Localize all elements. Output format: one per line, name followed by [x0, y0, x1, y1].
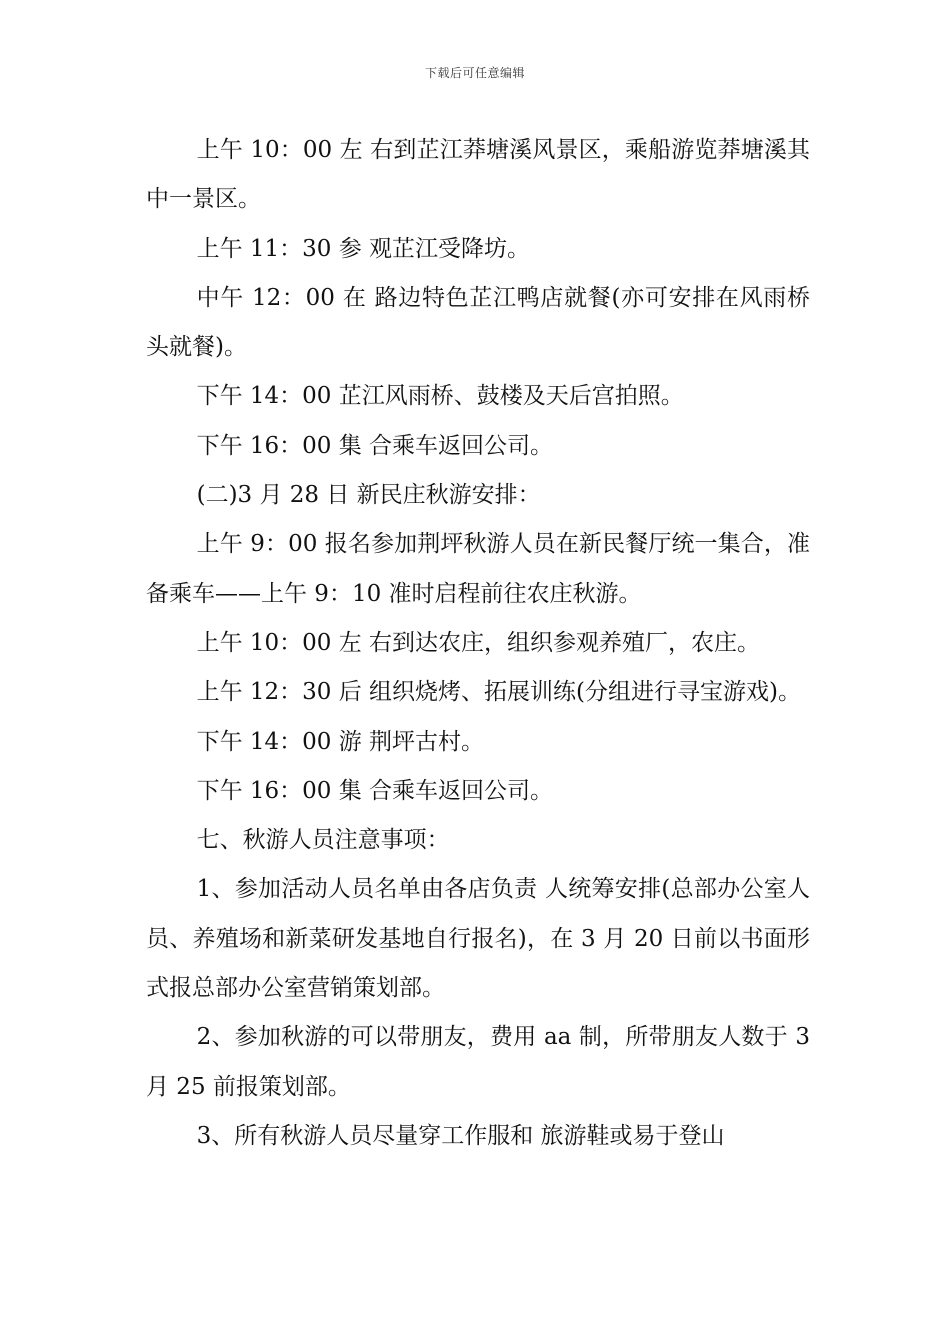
paragraph-itinerary-1030: 上午 10：00 左 右到芷江莽塘溪风景区，乘船游览莽塘溪其中一景区。 [146, 137, 810, 213]
paragraph-itinerary-1130: 上午 11：30 参 观芷江受降坊。 [196, 235, 531, 262]
paragraph-itinerary-1600: 下午 16：00 集 合乘车返回公司。 [196, 432, 554, 459]
paragraph-schedule-0900: 上午 9：00 报名参加荆坪秋游人员在新民餐厅统一集合，准备乘车——上午 9：10 准时启程前往农庄秋游。 [146, 531, 810, 607]
paragraph-schedule-1230: 上午 12：30 后 组织烧烤、拓展训练(分组进行寻宝游戏)。 [196, 679, 802, 706]
document-body [146, 126, 810, 1161]
paragraph-itinerary-1200: 中午 12：00 在 路边特色芷江鸭店就餐(亦可安排在风雨桥头就餐)。 [146, 284, 810, 361]
paragraph-schedule-1600: 下午 16：00 集 合乘车返回公司。 [196, 777, 554, 804]
section-heading-xinminzhuang: (二)3 月 28 日 新民庄秋游安排： [196, 482, 541, 509]
paragraph-schedule-1000: 上午 10：00 左 右到达农庄，组织参观养殖厂，农庄。 [196, 629, 761, 656]
note-item-1: 1、参加活动人员名单由各店负责 人统筹安排(总部办公室人员、养殖场和新菜研发基地自行报名)，在 3 月 20 日前以书面形式报总部办公室营销策划部。 [146, 876, 810, 1002]
note-item-3: 3、所有秋游人员尽量穿工作服和 旅游鞋或易于登山 [196, 1122, 725, 1149]
paragraph-schedule-1400: 下午 14：00 游 荆坪古村。 [196, 728, 485, 755]
paragraph-itinerary-1400: 下午 14：00 芷江风雨桥、鼓楼及天后宫拍照。 [196, 383, 684, 410]
note-item-2: 2、参加秋游的可以带朋友，费用 aa 制，所带朋友人数于 3 月 25 前报策划部。 [146, 1024, 810, 1100]
section-heading-notes: 七、秋游人员注意事项： [196, 827, 450, 854]
page-header: 下载后可任意编辑 [424, 66, 525, 80]
